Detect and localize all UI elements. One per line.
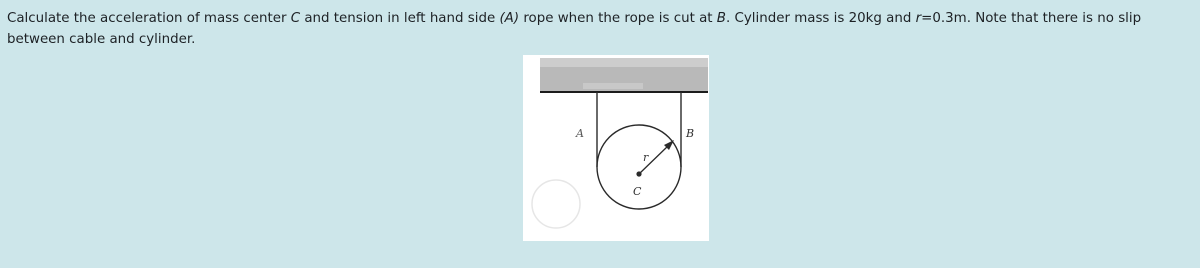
question-part: rope when the rope is cut at (519, 11, 717, 26)
question-text (7, 8, 1193, 50)
ceiling-highlight (540, 58, 708, 67)
var-a: (A) (499, 11, 520, 26)
question-part: . Cylinder mass is 20kg and (725, 11, 916, 26)
var-b: B (716, 11, 726, 26)
label-c: C (633, 185, 642, 198)
var-r: r (915, 11, 922, 26)
question-part: Calculate the acceleration of mass center (7, 11, 291, 26)
label-b: B (686, 127, 695, 140)
center-point (636, 171, 641, 176)
var-c: C (290, 11, 301, 26)
label-r: r (643, 151, 649, 164)
problem-figure (523, 55, 709, 241)
cylinder-diagram (523, 55, 709, 241)
question-part: and tension in left hand side (300, 11, 500, 26)
question-part: =0.3m. Note that there is no slip between cable and cylinder. (7, 11, 1142, 47)
label-a: A (576, 127, 584, 140)
ceiling-texture (583, 83, 643, 89)
